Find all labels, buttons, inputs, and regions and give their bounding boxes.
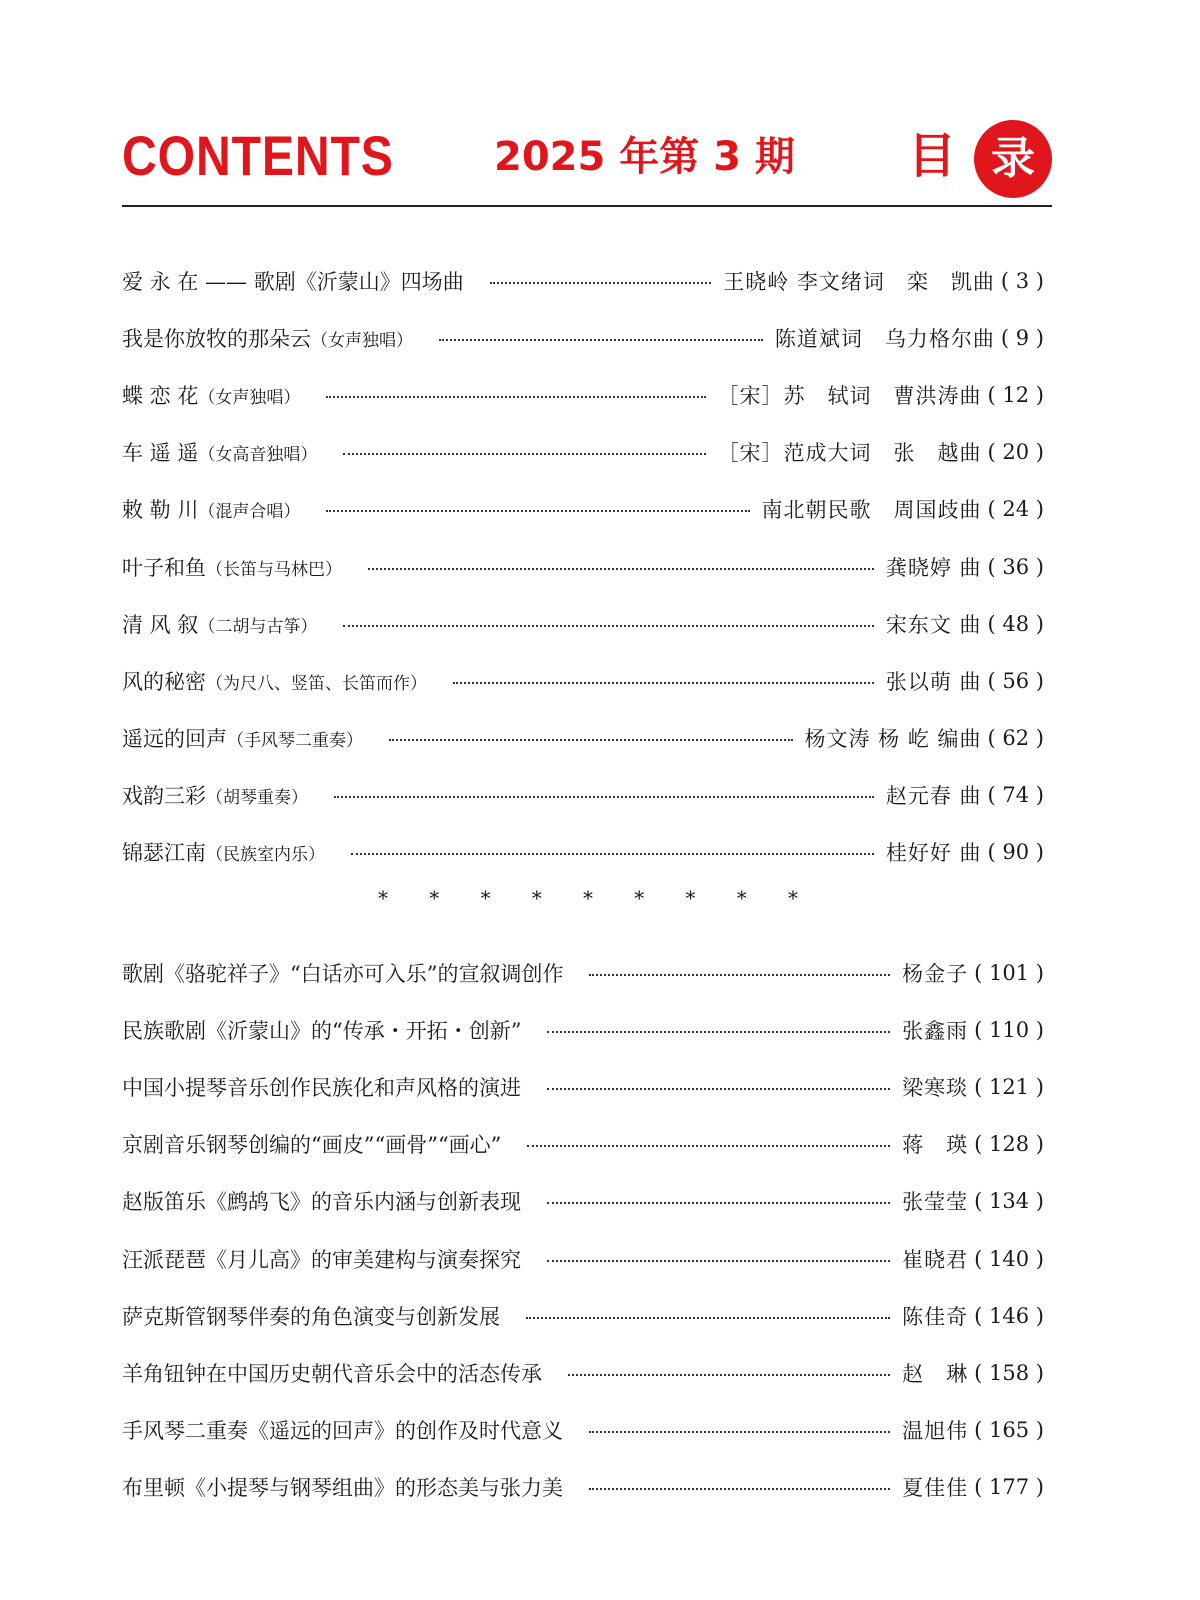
- page-header: [122, 120, 1052, 198]
- entry-page-number: ( 56 ): [987, 668, 1044, 693]
- dot-leader: [527, 1145, 890, 1147]
- toc-entry[interactable]: [122, 824, 1044, 881]
- entry-title-text: 赵版笛乐《鹧鸪飞》的音乐内涵与创新表现: [122, 1190, 521, 1215]
- entry-author: ［宋］范成大词 张 越曲: [717, 441, 982, 466]
- entry-title-text: 羊角钮钟在中国历史朝代音乐会中的活态传承: [122, 1361, 542, 1386]
- entry-title: [122, 494, 300, 524]
- entry-page-number: ( 9 ): [1000, 325, 1044, 350]
- toc-entry[interactable]: [122, 710, 1044, 767]
- dot-leader: [368, 568, 874, 570]
- entry-title-text: 遥远的回声: [122, 727, 227, 752]
- entry-page-number: ( 36 ): [987, 554, 1044, 579]
- issue-label: 2025 年第 3 期: [494, 134, 795, 180]
- toc-entry[interactable]: [122, 252, 1044, 309]
- entry-title-text: 锦瑟江南: [122, 841, 206, 866]
- separator-star: *: [378, 886, 388, 910]
- entry-title: [122, 1301, 500, 1331]
- entry-title: [122, 1244, 521, 1274]
- entry-title: [122, 958, 563, 988]
- entry-title-text: 蝶 恋 花: [122, 383, 199, 408]
- dot-leader: [439, 339, 763, 341]
- entry-title: [122, 266, 464, 296]
- toc-entry[interactable]: [122, 1402, 1044, 1459]
- entry-title-text: 歌剧《骆驼祥子》“白话亦可入乐”的宣叙调创作: [122, 961, 564, 986]
- entry-title: [122, 1129, 501, 1159]
- entry-author: 杨金子: [902, 961, 969, 986]
- entry-author: 张以萌 曲: [885, 669, 982, 694]
- toc-section-scores: [122, 252, 1044, 881]
- toc-entry[interactable]: [122, 1459, 1044, 1516]
- separator-star: *: [736, 886, 747, 910]
- entry-title-text: 中国小提琴音乐创作民族化和声风格的演进: [122, 1075, 521, 1100]
- entry-author: 赵 琳: [902, 1361, 969, 1386]
- entry-genre-note: （为尺八、竖笛、长笛而作）: [206, 673, 427, 694]
- entry-title: [122, 1015, 521, 1045]
- header-divider: [122, 205, 1052, 207]
- entry-author: 宋东文 曲: [885, 612, 982, 637]
- toc-section-articles: [122, 944, 1044, 1516]
- entry-title: [122, 1415, 563, 1445]
- separator-star: *: [429, 886, 440, 910]
- entry-page-number: ( 20 ): [987, 440, 1044, 465]
- dot-leader: [547, 1202, 890, 1204]
- mulu-heading-char: 目: [908, 128, 957, 184]
- entry-title: [122, 323, 413, 353]
- mulu-circle-badge: 录: [974, 120, 1052, 198]
- entry-title-text: 京剧音乐钢琴创编的“画皮”“画骨”“画心”: [122, 1133, 502, 1158]
- dot-leader: [589, 1488, 890, 1490]
- dot-leader: [343, 625, 873, 627]
- dot-leader: [526, 1317, 890, 1319]
- entry-page-number: ( 128 ): [974, 1132, 1044, 1157]
- entry-title: [122, 1472, 563, 1502]
- entry-page-number: ( 48 ): [987, 611, 1044, 636]
- entry-title: [122, 1186, 521, 1216]
- toc-entry[interactable]: [122, 1116, 1044, 1173]
- entry-page-number: ( 158 ): [974, 1360, 1044, 1385]
- entry-title: [122, 552, 342, 582]
- dot-leader: [589, 974, 890, 976]
- entry-title-text: 手风琴二重奏《遥远的回声》的创作及时代意义: [122, 1419, 563, 1444]
- dot-leader: [490, 282, 712, 284]
- entry-genre-note: （女高音独唱）: [198, 445, 318, 466]
- dot-leader: [351, 853, 874, 855]
- entry-page-number: ( 121 ): [974, 1074, 1044, 1099]
- toc-entry[interactable]: [122, 1230, 1044, 1287]
- toc-entry[interactable]: [122, 366, 1044, 423]
- separator-star: *: [480, 886, 491, 910]
- section-separator: [378, 886, 798, 910]
- entry-page-number: ( 24 ): [987, 497, 1044, 522]
- entry-genre-note: （女声独唱）: [311, 330, 413, 351]
- entry-page-number: ( 3 ): [1000, 268, 1044, 293]
- dot-leader: [568, 1374, 890, 1376]
- dot-leader: [326, 510, 749, 512]
- toc-entry[interactable]: [122, 1001, 1044, 1058]
- toc-entry[interactable]: [122, 1173, 1044, 1230]
- entry-author: 温旭伟: [902, 1419, 969, 1444]
- entry-author: 桂好好 曲: [885, 841, 982, 866]
- entry-genre-note: （胡琴重奏）: [206, 788, 308, 809]
- dot-leader: [453, 682, 874, 684]
- toc-entry[interactable]: [122, 309, 1044, 366]
- entry-title-text: 民族歌剧《沂蒙山》的“传承・开拓・创新”: [122, 1018, 522, 1043]
- toc-entry[interactable]: [122, 767, 1044, 824]
- entry-title: [122, 666, 427, 696]
- separator-star: *: [788, 886, 798, 910]
- dot-leader: [589, 1431, 890, 1433]
- entry-title-text: 布里顿《小提琴与钢琴组曲》的形态美与张力美: [122, 1476, 563, 1501]
- entry-page-number: ( 177 ): [974, 1475, 1044, 1500]
- entry-title: [122, 437, 317, 467]
- toc-entry[interactable]: [122, 481, 1044, 538]
- entry-author: 张莹莹: [902, 1190, 969, 1215]
- dot-leader: [389, 739, 793, 741]
- toc-entry[interactable]: [122, 595, 1044, 652]
- toc-entry[interactable]: [122, 652, 1044, 709]
- entry-page-number: ( 74 ): [987, 783, 1044, 808]
- entry-author: 蒋 瑛: [902, 1133, 969, 1158]
- entry-title-text: 萨克斯管钢琴伴奏的角色演变与创新发展: [122, 1304, 500, 1329]
- entry-genre-note: （长笛与马林巴）: [206, 559, 342, 580]
- entry-genre-note: （女声独唱）: [198, 387, 301, 408]
- entry-author: 赵元春 曲: [885, 784, 982, 809]
- entry-author: 杨文涛 杨 屹 编曲: [804, 727, 982, 752]
- entry-title-text: 清 风 叙: [122, 612, 199, 637]
- dot-leader: [547, 1260, 890, 1262]
- entry-page-number: ( 101 ): [974, 960, 1044, 985]
- entry-page-number: ( 62 ): [987, 726, 1044, 751]
- entry-page-number: ( 12 ): [987, 382, 1044, 407]
- entry-title: [122, 380, 300, 410]
- entry-author: 张鑫雨: [902, 1018, 969, 1043]
- entry-author: 南北朝民歌 周国歧曲: [761, 498, 982, 523]
- dot-leader: [326, 396, 705, 398]
- entry-title: [122, 1358, 542, 1388]
- entry-title: [122, 780, 308, 810]
- entry-title-text: 汪派琵琶《月儿高》的审美建构与演奏探究: [122, 1247, 521, 1272]
- entry-page-number: ( 110 ): [974, 1017, 1044, 1042]
- dot-leader: [343, 453, 705, 455]
- toc-entry[interactable]: [122, 538, 1044, 595]
- entry-title-text: 风的秘密: [122, 669, 206, 694]
- toc-entry[interactable]: [122, 1344, 1044, 1401]
- entry-title: [122, 609, 317, 639]
- toc-entry[interactable]: [122, 1058, 1044, 1115]
- entry-author: 夏佳佳: [902, 1476, 969, 1501]
- separator-star: *: [634, 886, 645, 910]
- toc-entry[interactable]: [122, 1287, 1044, 1344]
- dot-leader: [547, 1031, 890, 1033]
- entry-author: 梁寒琰: [902, 1075, 969, 1100]
- toc-entry[interactable]: [122, 424, 1044, 481]
- entry-genre-note: （手风琴二重奏）: [227, 731, 363, 752]
- entry-title-text: 戏韵三彩: [122, 784, 206, 809]
- dot-leader: [334, 796, 874, 798]
- entry-author: 王晓岭 李文绪词 栾 凯曲: [723, 269, 995, 294]
- entry-title: [122, 837, 325, 867]
- entry-genre-note: （混声合唱）: [198, 502, 301, 523]
- entry-title-text: 叶子和鱼: [122, 555, 206, 580]
- entry-title-text: 我是你放牧的那朵云: [122, 326, 311, 351]
- entry-title-text: 敕 勒 川: [122, 498, 199, 523]
- entry-page-number: ( 90 ): [987, 840, 1044, 865]
- entry-author: 龚晓婷 曲: [885, 555, 982, 580]
- separator-star: *: [685, 886, 696, 910]
- entry-title: [122, 723, 363, 753]
- separator-star: *: [583, 886, 593, 910]
- entry-genre-note: （民族室内乐）: [206, 845, 325, 866]
- entry-page-number: ( 146 ): [974, 1303, 1044, 1328]
- entry-title-text: 爱 永 在 —— 歌剧《沂蒙山》四场曲: [122, 269, 464, 294]
- separator-star: *: [531, 886, 542, 910]
- entry-title-text: 车 遥 遥: [122, 441, 199, 466]
- dot-leader: [547, 1088, 890, 1090]
- contents-heading: CONTENTS: [122, 124, 394, 187]
- entry-author: 崔晓君: [902, 1247, 969, 1272]
- entry-page-number: ( 165 ): [974, 1418, 1044, 1443]
- toc-entry[interactable]: [122, 944, 1044, 1001]
- entry-title: [122, 1072, 521, 1102]
- entry-author: ［宋］苏 轼词 曹洪涛曲: [717, 383, 982, 408]
- entry-page-number: ( 140 ): [974, 1246, 1044, 1271]
- entry-genre-note: （二胡与古筝）: [198, 616, 318, 637]
- entry-page-number: ( 134 ): [974, 1189, 1044, 1214]
- entry-author: 陈道斌词 乌力格尔曲: [774, 326, 995, 351]
- entry-author: 陈佳奇: [902, 1304, 969, 1329]
